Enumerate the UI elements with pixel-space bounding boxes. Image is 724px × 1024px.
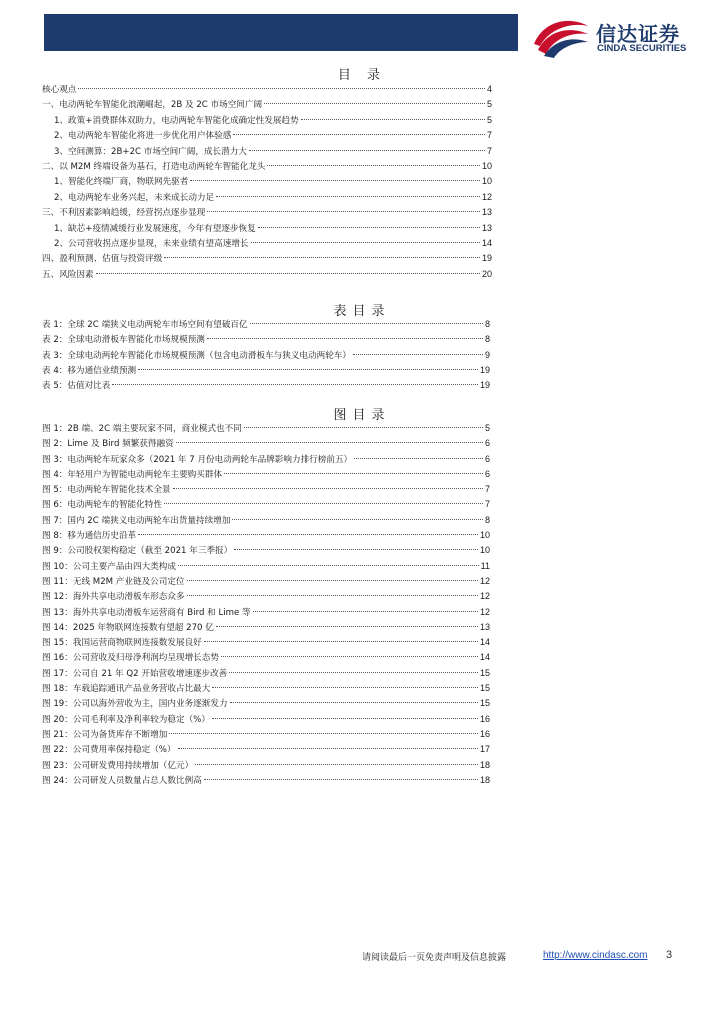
- dot-leader: [267, 165, 480, 166]
- toc-entry-page: 13: [481, 207, 492, 218]
- figures-title: 图目录: [333, 408, 391, 423]
- dot-leader: [233, 134, 485, 135]
- table-list-entry-label: 表 3：全球电动两轮车智能化市场规模预测（包含电动滑板车与狭义电动两轮车）: [42, 350, 351, 361]
- dot-leader: [204, 641, 478, 642]
- toc-list: [42, 82, 492, 282]
- figure-list-entry-label: 图 23：公司研发费用持续增加（亿元）: [42, 760, 194, 771]
- toc-entry[interactable]: [42, 236, 492, 251]
- toc-entry-page: 10: [481, 160, 492, 171]
- figure-list-entry-label: 图 12：海外共享电动滑板车形态众多: [42, 592, 185, 603]
- dot-leader: [173, 488, 483, 489]
- toc-entry[interactable]: [42, 97, 492, 112]
- figure-list-entry-page: 13: [479, 621, 490, 632]
- figure-list-entry-page: 12: [479, 606, 490, 617]
- table-list-entry[interactable]: [42, 317, 490, 332]
- table-list-entry[interactable]: [42, 378, 490, 393]
- dot-leader: [195, 764, 478, 765]
- cinda-logo-mark-icon: [530, 14, 592, 58]
- toc-entry-page: 5: [486, 99, 492, 110]
- figure-list-entry-label: 图 5：电动两轮车智能化技术全景: [42, 485, 171, 496]
- figure-list-entry-page: 11: [480, 560, 490, 571]
- figure-list-entry-page: 18: [479, 759, 490, 770]
- dot-leader: [207, 211, 480, 212]
- dot-leader: [187, 595, 478, 596]
- toc-entry[interactable]: [42, 267, 492, 282]
- cinda-logo: [530, 10, 710, 60]
- toc-entry[interactable]: [42, 128, 492, 143]
- figure-list-entry-label: 图 10：公司主要产品由四大类构成: [42, 561, 176, 572]
- figure-list-entry-label: 图 8：移为通信历史沿革: [42, 531, 137, 542]
- table-list-entry[interactable]: [42, 363, 490, 378]
- tables-title: 表目录: [333, 304, 391, 319]
- toc-entry-label: 3、空间测算：2B+2C 市场空间广阔，成长潜力大: [54, 146, 247, 157]
- dot-leader: [216, 196, 480, 197]
- figure-list-entry-label: 图 16：公司营收及归母净利润均呈现增长态势: [42, 653, 219, 664]
- figure-list-entry[interactable]: [42, 712, 490, 727]
- figure-list-entry[interactable]: [42, 681, 490, 696]
- toc-entry-label: 1、智能化终端厂商，物联网先驱者: [54, 177, 189, 188]
- figure-list-entry-page: 17: [479, 744, 490, 755]
- figure-list-entry-page: 12: [479, 591, 490, 602]
- toc-entry-page: 4: [486, 84, 492, 94]
- toc-entry-label: 五、风险因素: [42, 269, 94, 280]
- figure-list-entry-label: 图 19：公司以海外营收为主，国内业务逐渐发力: [42, 699, 228, 710]
- dot-leader: [353, 354, 483, 355]
- figure-list-entry-label: 图 22：公司费用率保持稳定（%）: [42, 745, 176, 756]
- dot-leader: [264, 103, 485, 104]
- toc-entry[interactable]: [42, 205, 492, 220]
- toc-entry[interactable]: [42, 82, 492, 97]
- toc-entry-label: 1、缺芯+疫情减缓行业发展速度，今年有望逐步恢复: [54, 223, 256, 234]
- figure-list-entry-page: 6: [484, 438, 490, 449]
- dot-leader: [229, 672, 478, 673]
- figure-list-entry[interactable]: [42, 482, 490, 497]
- page-number: 3: [666, 949, 673, 961]
- toc-entry-label: 1、政策+消费群体双助力，电动两轮车智能化成确定性发展趋势: [54, 115, 299, 126]
- dot-leader: [230, 702, 478, 703]
- figure-list-entry-page: 8: [484, 514, 490, 525]
- dot-leader: [169, 733, 478, 734]
- toc-entry[interactable]: [42, 113, 492, 128]
- figure-list-entry[interactable]: [42, 574, 490, 589]
- dot-leader: [301, 119, 485, 120]
- figure-list-entry[interactable]: [42, 513, 490, 528]
- figure-list-entry[interactable]: [42, 650, 490, 665]
- toc-entry-page: 20: [481, 268, 492, 279]
- website-link[interactable]: http://www.cindasc.com: [543, 950, 648, 961]
- figure-list-entry-page: 15: [479, 698, 490, 709]
- table-list-entry-page: 8: [484, 319, 490, 329]
- dot-leader: [96, 273, 480, 274]
- dot-leader: [253, 611, 478, 612]
- figure-list-entry[interactable]: [42, 467, 490, 482]
- toc-entry[interactable]: [42, 159, 492, 174]
- figure-list-entry-label: 图 9：公司股权架构稳定（截至 2021 年三季报）: [42, 546, 233, 557]
- figure-list-entry-label: 图 4：年轻用户为智能电动两轮车主要购买群体: [42, 469, 223, 480]
- figure-list-entry-page: 14: [479, 637, 490, 648]
- dot-leader: [249, 150, 485, 151]
- figure-list-entry[interactable]: [42, 635, 490, 650]
- figure-list-entry-page: 7: [484, 499, 490, 510]
- toc-entry-label: 四、盈利预测、估值与投资评级: [42, 254, 163, 265]
- logo-chinese-name: 信达证券: [596, 22, 680, 46]
- table-list-entry-label: 表 4：移为通信业绩预测: [42, 365, 137, 376]
- toc-entry[interactable]: [42, 190, 492, 205]
- toc-entry-label: 2、电动两轮车业务兴起，未来成长动力足: [54, 192, 215, 203]
- figure-list-entry[interactable]: [42, 559, 490, 574]
- figure-list-entry-page: 7: [484, 484, 490, 495]
- figure-list-entry-label: 图 3：电动两轮车玩家众多（2021 年 7 月份电动两轮车品牌影响力排行榜前五）: [42, 454, 353, 465]
- figure-list-entry-label: 图 20：公司毛利率及净利率较为稳定（%）: [42, 714, 210, 725]
- toc-entry[interactable]: [42, 221, 492, 236]
- figure-list-entry[interactable]: [42, 421, 490, 436]
- figure-list-entry-label: 图 1：2B 端、2C 端主要玩家不同，商业模式也不同: [42, 424, 242, 434]
- toc-entry-page: 5: [486, 114, 492, 125]
- toc-entry[interactable]: [42, 251, 492, 266]
- toc-entry-label: 二、以 M2M 终端设备为基石，打造电动两轮车智能化龙头: [42, 161, 266, 172]
- dot-leader: [224, 473, 483, 474]
- figure-list-entry-label: 图 14：2025 年物联网连接数有望超 270 亿: [42, 622, 214, 633]
- dot-leader: [176, 442, 483, 443]
- figure-list-entry-label: 图 17：公司自 21 年 Q2 开始营收增速逐步改善: [42, 668, 228, 679]
- figure-list-entry-page: 16: [479, 713, 490, 724]
- figure-list-entry-label: 图 7：国内 2C 端狭义电动两轮车出货量持续增加: [42, 515, 231, 526]
- tables-list: [42, 317, 490, 393]
- dot-leader: [78, 88, 485, 89]
- table-list-entry-label: 表 1：全球 2C 端狭义电动两轮车市场空间有望破百亿: [42, 320, 248, 330]
- figure-list-entry-label: 图 11：无线 M2M 产业链及公司定位: [42, 576, 185, 587]
- dot-leader: [190, 180, 480, 181]
- figure-list-entry[interactable]: [42, 528, 490, 543]
- disclaimer-note: 请阅读最后一页免责声明及信息披露: [362, 953, 507, 963]
- figure-list-entry-label: 图 15：我国运营商物联网连接数发展良好: [42, 638, 202, 649]
- dot-leader: [212, 718, 478, 719]
- toc-entry-page: 13: [481, 222, 492, 233]
- toc-entry-page: 14: [481, 237, 492, 248]
- dot-leader: [354, 458, 483, 459]
- toc-entry-label: 2、电动两轮车智能化将进一步优化用户体验感: [54, 131, 232, 142]
- figure-list-entry-label: 图 13：海外共享电动滑板车运营商有 Bird 和 Lime 等: [42, 607, 251, 618]
- figure-list-entry-label: 图 18：车载追踪通讯产品业务营收占比最大: [42, 684, 211, 695]
- dot-leader: [164, 503, 483, 504]
- toc-entry-page: 10: [481, 176, 492, 187]
- toc-entry-label: 一、电动两轮车智能化浪潮崛起，2B 及 2C 市场空间广阔: [42, 100, 263, 111]
- table-list-entry-label: 表 2：全球电动滑板车智能化市场规模预测: [42, 335, 205, 346]
- figure-list-entry-page: 14: [479, 652, 490, 663]
- dot-leader: [178, 748, 478, 749]
- figure-list-entry-page: 15: [479, 683, 490, 694]
- figure-list-entry-page: 18: [479, 774, 490, 785]
- figure-list-entry-page: 12: [479, 575, 490, 586]
- figure-list-entry[interactable]: [42, 589, 490, 604]
- table-list-entry-page: 8: [484, 334, 490, 345]
- toc-entry-page: 7: [486, 145, 492, 156]
- figure-list-entry-page: 6: [484, 453, 490, 464]
- figures-list: [42, 421, 490, 788]
- table-list-entry-page: 9: [484, 349, 490, 360]
- figure-list-entry[interactable]: [42, 773, 490, 788]
- dot-leader: [204, 779, 478, 780]
- dot-leader: [112, 384, 478, 385]
- figure-list-entry-label: 图 6：电动两轮车的智能化特性: [42, 500, 162, 511]
- figure-list-entry-label: 图 21：公司为备货库存不断增加: [42, 729, 168, 740]
- dot-leader: [164, 257, 480, 258]
- dot-leader: [207, 338, 483, 339]
- dot-leader: [138, 534, 478, 535]
- toc-entry-page: 7: [486, 130, 492, 141]
- figure-list-entry[interactable]: [42, 436, 490, 451]
- dot-leader: [187, 580, 478, 581]
- dot-leader: [138, 369, 478, 370]
- dot-leader: [250, 323, 483, 324]
- toc-entry[interactable]: [42, 174, 492, 189]
- figure-list-entry[interactable]: [42, 666, 490, 681]
- figure-list-entry-page: 5: [484, 423, 490, 433]
- toc-entry-page: 19: [481, 253, 492, 264]
- table-list-entry-page: 19: [479, 364, 490, 375]
- figure-list-entry[interactable]: [42, 758, 490, 773]
- figure-list-entry-label: 图 2：Lime 及 Bird 频繁获得融资: [42, 439, 174, 450]
- dot-leader: [232, 519, 483, 520]
- toc-entry-label: 三、不利因素影响趋缓，经营拐点逐步显现: [42, 208, 206, 219]
- toc-entry[interactable]: [42, 144, 492, 159]
- table-list-entry-label: 表 5：估值对比表: [42, 381, 111, 392]
- figure-list-entry-page: 10: [479, 545, 490, 556]
- figure-list-entry[interactable]: [42, 452, 490, 467]
- dot-leader: [178, 565, 479, 566]
- dot-leader: [258, 227, 480, 228]
- toc-title: 目 录: [337, 68, 387, 83]
- figure-list-entry[interactable]: [42, 543, 490, 558]
- figure-list-entry-page: 6: [484, 468, 490, 479]
- toc-entry-label: 核心观点: [42, 85, 77, 95]
- dot-leader: [244, 427, 483, 428]
- figure-list-entry[interactable]: [42, 696, 490, 711]
- figure-list-entry-page: 16: [479, 728, 490, 739]
- table-list-entry[interactable]: [42, 332, 490, 347]
- figure-list-entry-page: 15: [479, 667, 490, 678]
- figure-list-entry[interactable]: [42, 605, 490, 620]
- logo-english-name: CINDA SECURITIES: [597, 43, 687, 54]
- figure-list-entry-label: 图 24：公司研发人员数量占总人数比例高: [42, 775, 202, 786]
- figure-list-entry[interactable]: [42, 497, 490, 512]
- dot-leader: [234, 549, 478, 550]
- dot-leader: [251, 242, 480, 243]
- figure-list-entry[interactable]: [42, 727, 490, 742]
- figure-list-entry-page: 10: [479, 530, 490, 541]
- table-list-entry[interactable]: [42, 348, 490, 363]
- dot-leader: [216, 626, 478, 627]
- table-list-entry-page: 19: [479, 380, 490, 391]
- page-footer: [0, 949, 724, 965]
- toc-entry-page: 12: [481, 191, 492, 202]
- toc-entry-label: 2、公司营收拐点逐步显现，未来业绩有望高速增长: [54, 238, 249, 249]
- figure-list-entry[interactable]: [42, 620, 490, 635]
- figure-list-entry[interactable]: [42, 742, 490, 757]
- dot-leader: [221, 656, 478, 657]
- dot-leader: [212, 687, 478, 688]
- header-bar: [44, 14, 518, 51]
